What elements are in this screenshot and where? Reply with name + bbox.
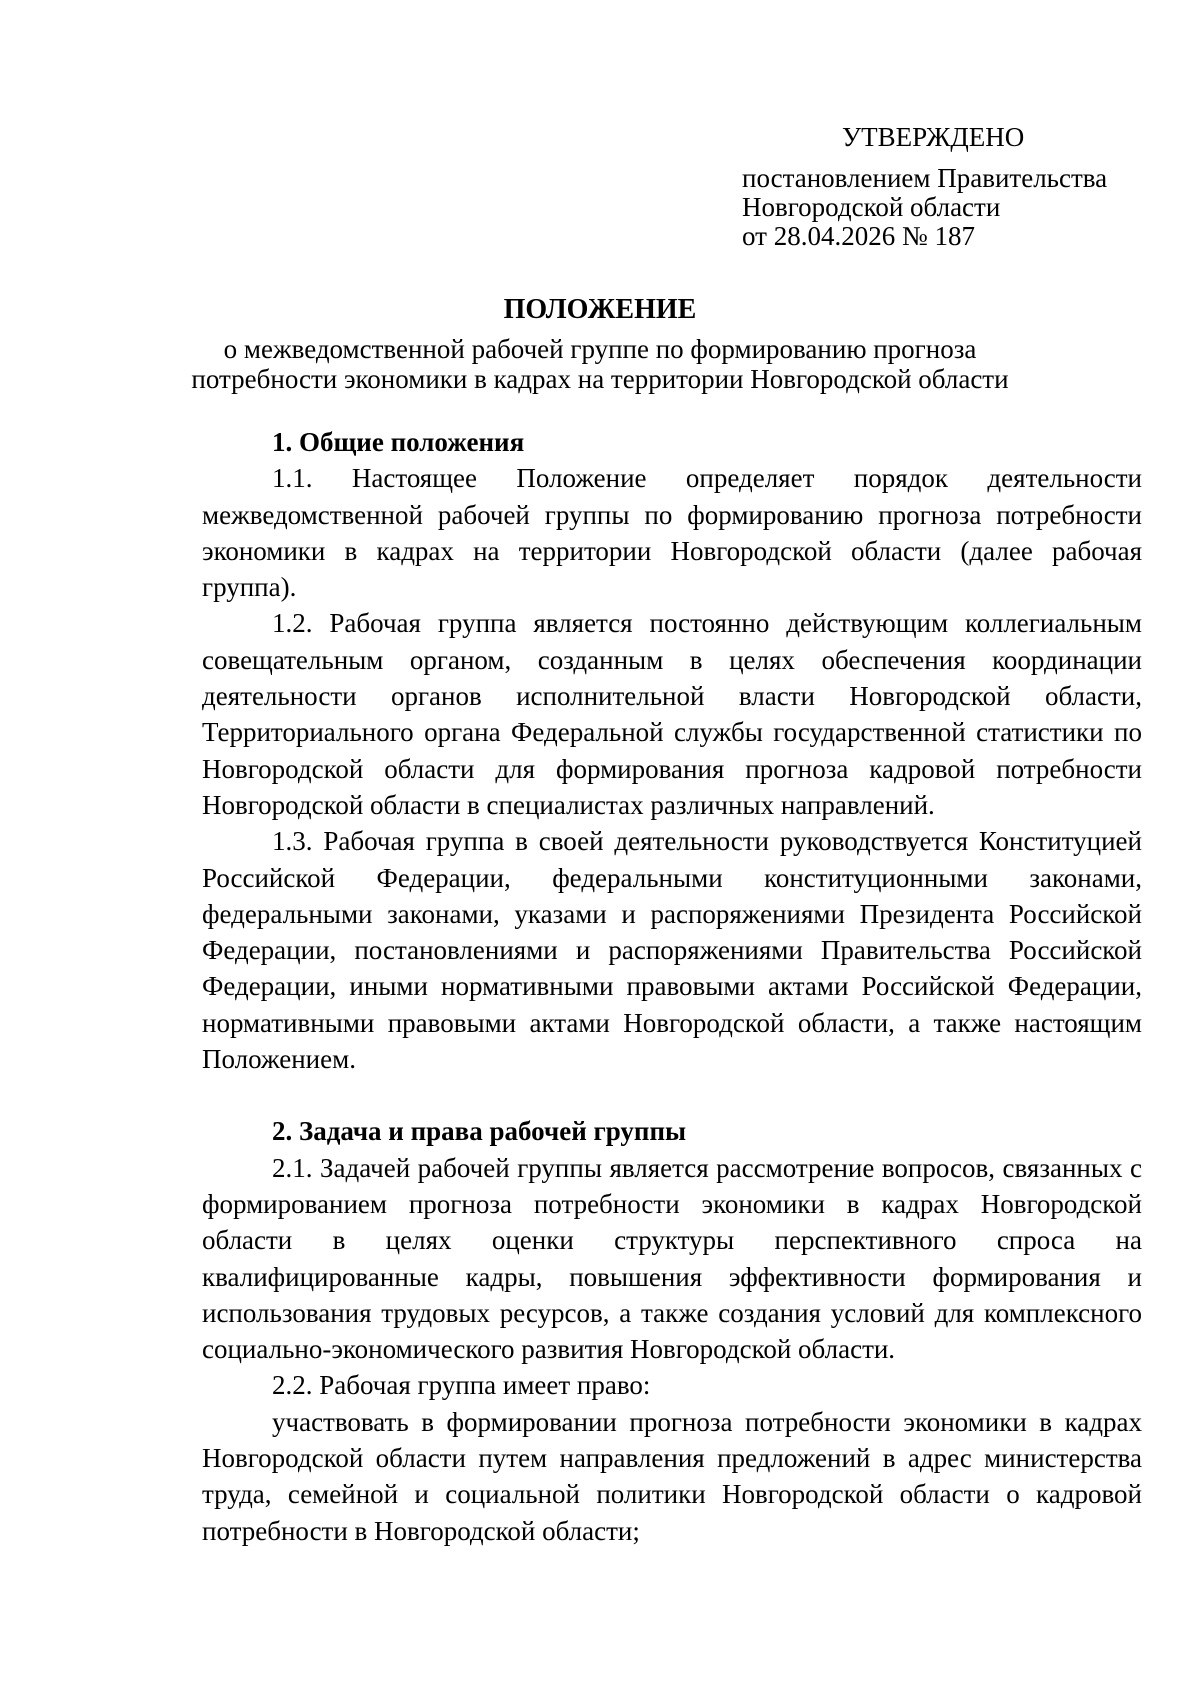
paragraph-1-3: 1.3. Рабочая группа в своей деятельности руководствуется Конституцией Российской Федерации, федеральными конституционными законами, федеральными законами, указами и распоряжениями Президента Российской Федерации, постановлениями и распоряжениями Правительства Российской Федерации, иными нормативными правовыми актами Российской Федерации, нормативными правовыми актами Новгородской области, а также настоящим Положением. [202, 826, 1142, 1075]
approval-title: УТВЕРЖДЕНО [842, 122, 1025, 152]
document-subtitle-line-1: о межведомственной рабочей группе по формированию прогноза [223, 334, 977, 364]
section-1-heading: 1. Общие положения [272, 427, 525, 457]
approval-line-3: от 28.04.2026 № 187 [742, 221, 975, 251]
document-subtitle [0, 334, 1200, 394]
approval-line-2: Новгородской области [742, 192, 1001, 222]
paragraph-2-1: 2.1. Задачей рабочей группы является рассмотрение вопросов, связанных с формированием прогноза потребности экономики в кадрах Новгородской области в целях оценки структуры перспективного спроса на квалифицированные кадры, повышения эффективности формирования и использования трудовых ресурсов, а также создания условий для комплексного социально-экономического развития Новгородской области. [202, 1152, 1142, 1365]
paragraph-1-2: 1.2. Рабочая группа является постоянно действующим коллегиальным совещательным органом, созданным в целях обеспечения координации деятельности органов исполнительной власти Новгородской области, Территориального органа Федеральной службы государственной статистики по Новгородской области для формирования прогноза кадровой потребности Новгородской области в специалистах различных направлений. [202, 608, 1142, 820]
document-title: ПОЛОЖЕНИЕ [503, 294, 697, 325]
paragraph-1-1: 1.1. Настоящее Положение определяет порядок деятельности межведомственной рабочей группы по формированию прогноза потребности экономики в кадрах на территории Новгородской области (далее рабочая группа). [202, 463, 1142, 603]
document-body [202, 424, 1142, 1549]
approval-stamp [742, 118, 1142, 251]
section-2-heading: 2. Задача и права рабочей группы [272, 1116, 687, 1147]
paragraph-2-2-item: участвовать в формировании прогноза потребности экономики в кадрах Новгородской области путем направления предложений в адрес министерства труда, семейной и социальной политики Новгородской области о кадровой потребности в Новгородской области; [202, 1406, 1142, 1546]
document-subtitle-line-2: потребности экономики в кадрах на территории Новгородской области [191, 364, 1009, 394]
approval-line-1: постановлением Правительства [742, 163, 1108, 193]
paragraph-2-2: 2.2. Рабочая группа имеет право: [272, 1370, 651, 1401]
